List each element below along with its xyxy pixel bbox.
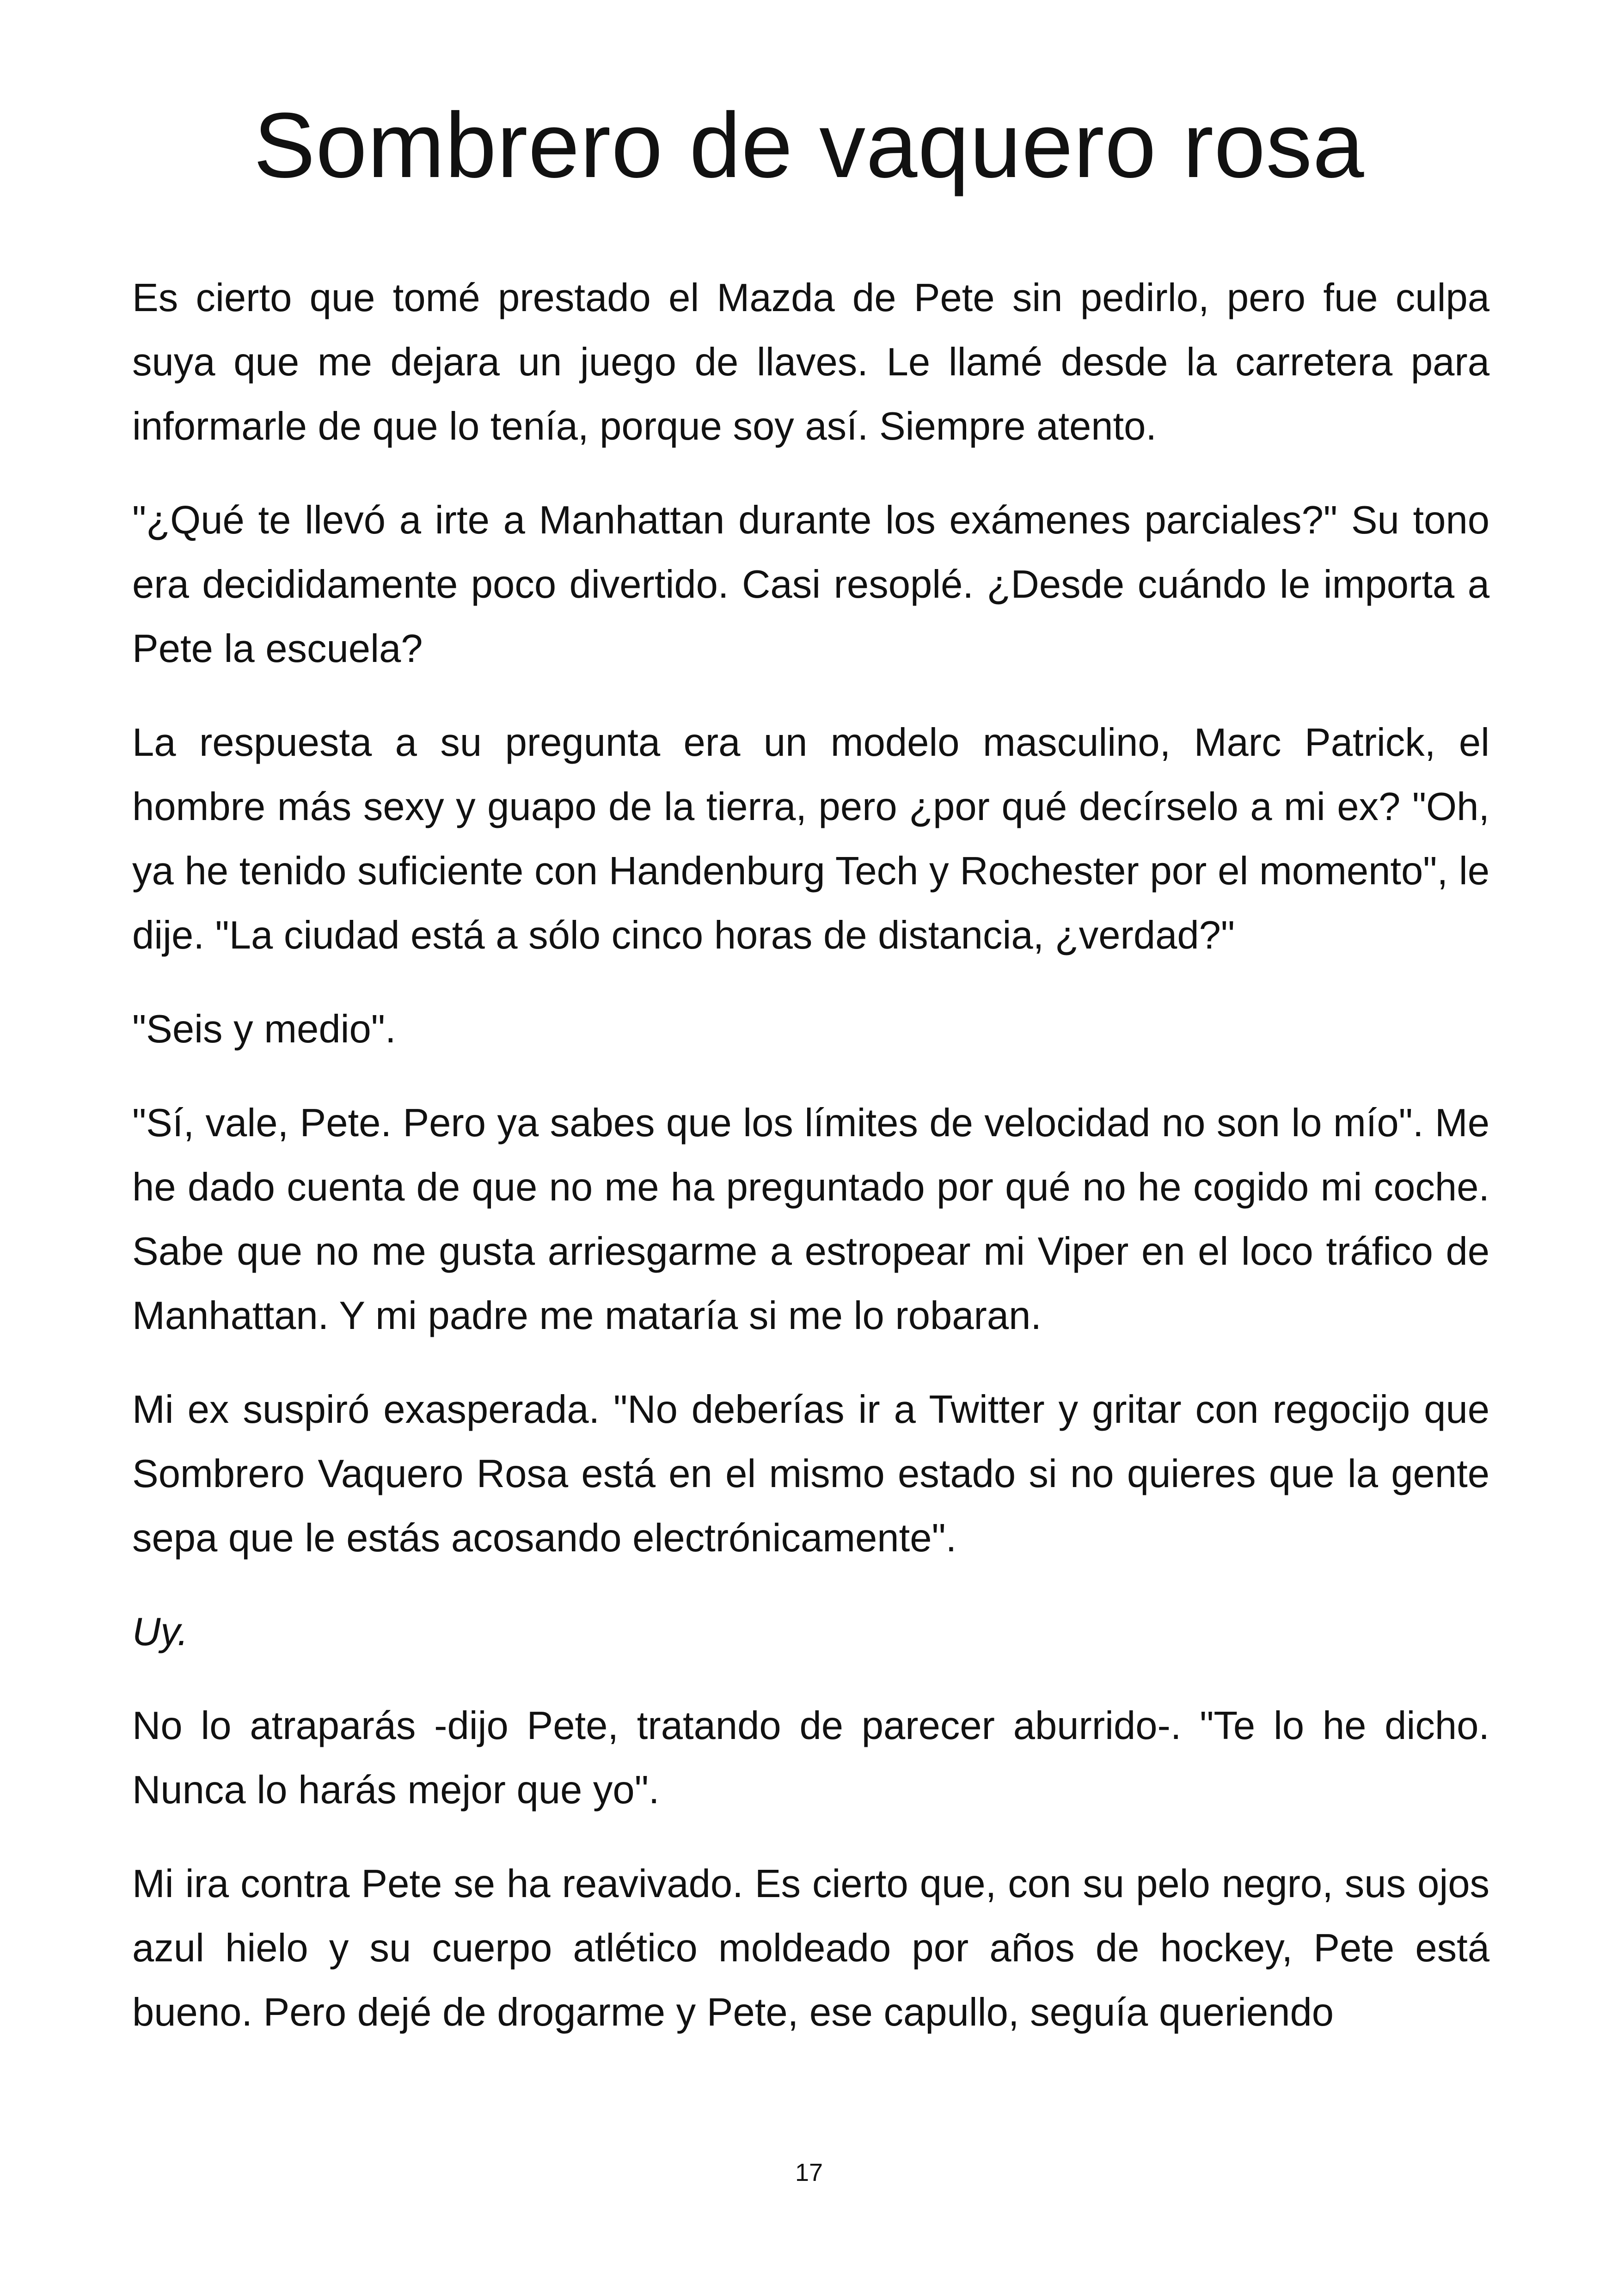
- page-title: Sombrero de vaquero rosa: [253, 94, 1365, 197]
- italic-text: Uy.: [132, 1610, 189, 1654]
- paragraph-italic: [132, 1600, 1489, 1664]
- paragraph: "Sí, vale, Pete. Pero ya sabes que los límites de velocidad no son lo mío". Me he dado cuenta de que no me ha preguntado por qué no he cogido mi coche. Sabe que no me gusta arriesgarme a estropear mi Viper en el loco tráfico de Manhattan. Y mi padre me mataría si me lo robaran.: [132, 1101, 1489, 1338]
- paragraph: No lo atraparás -dijo Pete, tratando de parecer aburrido-. "Te lo he dicho. Nunca lo harás mejor que yo".: [132, 1704, 1489, 1812]
- paragraph: "Seis y medio".: [132, 1007, 396, 1051]
- paragraph: Es cierto que tomé prestado el Mazda de Pete sin pedirlo, pero fue culpa suya que me dejara un juego de llaves. Le llamé desde la carretera para informarle de que lo tenía, porque soy así. Siempre atento.: [132, 276, 1489, 448]
- paragraph: "¿Qué te llevó a irte a Manhattan durante los exámenes parciales?" Su tono era decididamente poco divertido. Casi resoplé. ¿Desde cuándo le importa a Pete la escuela?: [132, 498, 1489, 671]
- body-text: [132, 266, 1489, 2045]
- page-number: 17: [795, 2159, 823, 2186]
- paragraph: Mi ira contra Pete se ha reavivado. Es cierto que, con su pelo negro, sus ojos azul hielo y su cuerpo atlético moldeado por años de hockey, Pete está bueno. Pero dejé de drogarme y Pete, ese capullo, seguía queriendo: [132, 1862, 1489, 2034]
- paragraph: Mi ex suspiró exasperada. "No deberías ir a Twitter y gritar con regocijo que Sombrero Vaquero Rosa está en el mismo estado si no quieres que la gente sepa que le estás acosando electrónicamente".: [132, 1388, 1489, 1560]
- paragraph: La respuesta a su pregunta era un modelo masculino, Marc Patrick, el hombre más sexy y guapo de la tierra, pero ¿por qué decírselo a mi ex? "Oh, ya he tenido suficiente con Handenburg Tech y Rochester por el momento", le dije. "La ciudad está a sólo cinco horas de distancia, ¿verdad?": [132, 721, 1489, 957]
